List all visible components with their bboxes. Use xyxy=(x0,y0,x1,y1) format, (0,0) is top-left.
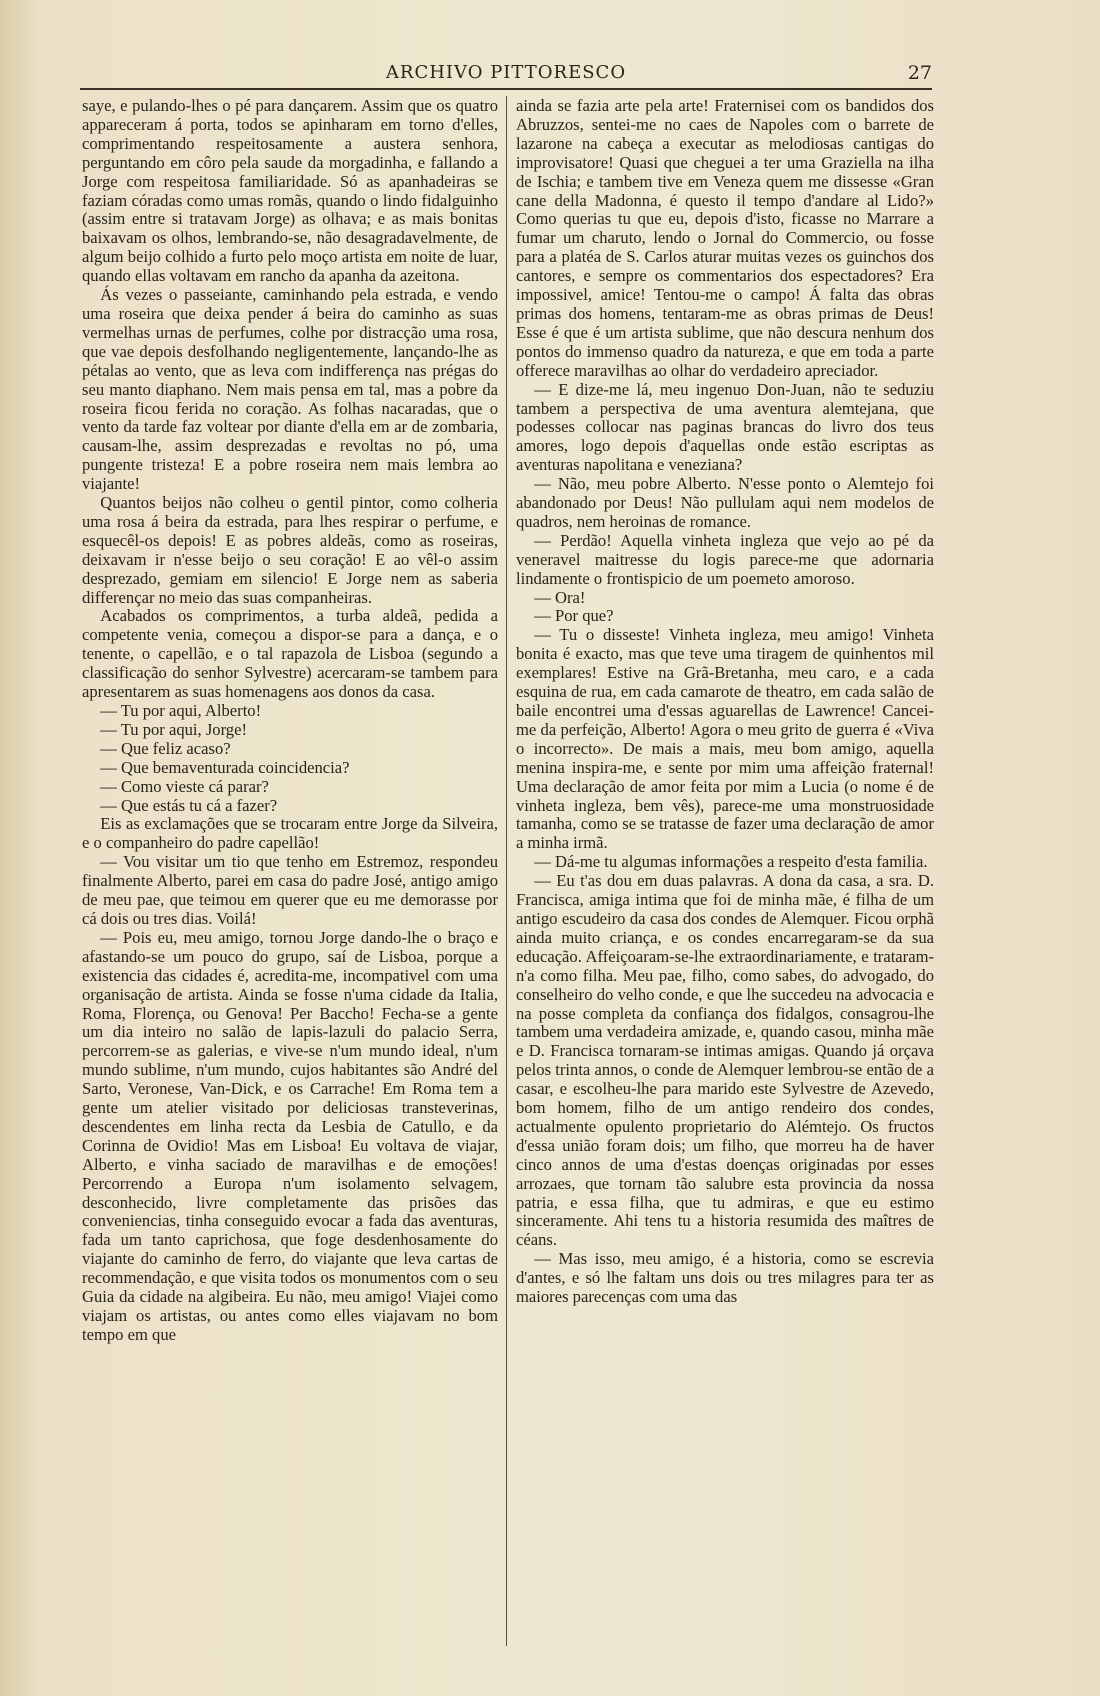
dialogue-line: — Ora! xyxy=(534,587,586,607)
running-title: ARCHIVO PITTORESCO xyxy=(385,62,627,83)
paragraph: — Tu o disseste! Vinheta ingleza, meu amigo! Vinheta bonita é exacto, mas que teve uma tiragem de quinhentos mil exemplares! Estive na Grã-Bretanha, meu caro, e a cada esquina de rua, em cada camarote de theatro, em cada salão de baile encontrei uma d'essas aguarellas de Lawrence! Cancei-me da perfeição, Alberto! Agora o meu grito de guerra é «Viva o incorrecto». De mais a mais, meu bom amigo, aquella menina inspira-me, e sente por mim uma affeição fraternal! Uma declaração de amor feita por mim a Lucia (o nome é de vinheta ingleza, bem vês), parece-me uma monstruosidade tamanha, como se se tratasse de fazer uma declaração de amor a minha irmã. xyxy=(516,625,934,853)
right-column xyxy=(516,97,934,1307)
paragraph: — E dize-me lá, meu ingenuo Don-Juan, não te seduziu tambem a perspectiva de uma aventura alemtejana, que podesses collocar nas paginas brancas do livro dos teus amores, logo depois d'aquellas onde estão escriptas as aventuras napolitana e veneziana? xyxy=(516,379,934,475)
paragraph: — Eu t'as dou em duas palavras. A dona da casa, a sra. D. Francisca, amiga intima que foi de minha mãe, é filha de um antigo escudeiro da casa dos condes de Alemquer. Ficou orphã ainda muito criança, e os condes encarregaram-se da sua educação. Affeiçoaram-se-lhe extraordinariamente, e trataram-n'a como filha. Meu pae, filho, como sabes, do advogado, do conselheiro do velho conde, e que lhe succedeu na advocacia e na posse completa da confiança dos fidalgos, consagrou-lhe tambem uma verdadeira amizade, e, quando casou, minha mãe e D. Francisca tornaram-se intimas amigas. Quando já orçava pelos trinta annos, o conde de Alemquer lembrou-se então de a casar, e escolheu-lhe para marido este Sylvestre de Azevedo, bom homem, filho de um antigo rendeiro dos condes, actualmente opulento proprietario do Alémtejo. Os fructos d'essa união foram dois; um filho, que morreu ha de haver cinco annos de uma d'estas doenças originadas por esses arrozaes, que tornam tão salubre esta provincia da nossa patria, e essa filha, que tu admiras, e que eu estimo sinceramente. Ahi tens tu a historia resumida des maîtres de céans. xyxy=(516,871,934,1250)
paragraph: Eis as exclamações que se trocaram entre Jorge da Silveira, e o companheiro do padre capellão! xyxy=(82,814,498,853)
paragraph: — Pois eu, meu amigo, tornou Jorge dando-lhe o braço e afastando-se um pouco do grupo, saí de Lisboa, porque a existencia das cidades é, acredita-me, incompativel com uma organisação de artista. Ainda se fosse n'uma cidade da Italia, Roma, Florença, ou Genova! Per Baccho! Fecha-se a gente um dia inteiro no salão de lapis-lazuli do palacio Serra, percorrem-se as galerias, e vive-se n'um mundo ideal, n'um mundo sublime, n'um mundo, cujos habitantes são André del Sarto, Veronese, Van-Dick, e os Carrache! Em Roma tem a gente um atelier visitado por deliciosas transteverinas, descendentes em linha recta da Lesbia de Catullo, e da Corinna de Ovidio! Mas em Lisboa! Eu voltava de viajar, Alberto, e vinha saciado de maravilhas e de emoções! Percorrendo a Europa n'um isolamento selvagem, desconhecido, livre completamente das prisões das conveniencias, tinha conseguido evocar a fada das aventuras, fada um tanto caprichosa, que foge desdenhosamente do viajante do caminho de ferro, do viajante que leva cartas de recommendação, e que visita todos os monumentos com o seu Guia da cidade na algibeira. Eu não, meu amigo! Viajei como viajam os artistas, ou antes como elles viajavam no bom tempo em que xyxy=(82,927,498,1344)
dialogue-line: — Que estás tu cá a fazer? xyxy=(100,795,278,815)
page-number: 27 xyxy=(907,62,932,84)
paragraph: Ás vezes o passeiante, caminhando pela estrada, e vendo uma roseira que deixa pender á beira do caminho as suas vermelhas urnas de perfumes, colhe por distracção uma rosa, que vae depois desfolhando negligentemente, lançando-lhe as pétalas ao vento, que as leva com indifferença nas prégas do seu manto diaphano. Nem mais pensa em tal, mas a pobre da roseira ficou ferida no coração. As folhas nacaradas, que o vento da tarde faz voltear por diante d'ella em ar de zombaria, causam-lhe, assim desprezadas e revoltas no pó, uma pungente tristeza! E a pobre roseira nem mais lembra ao viajante! xyxy=(82,285,498,494)
paragraph: — Perdão! Aquella vinheta ingleza que vejo ao pé da veneravel maitresse du logis parece-me que adornaria lindamente o frontispicio de um poemeto amoroso. xyxy=(516,530,934,588)
page-header xyxy=(80,62,932,88)
dialogue-line: — Que bemaventurada coincidencia? xyxy=(100,757,350,777)
paragraph: saye, e pulando-lhes o pé para dançarem. Assim que os quatro appareceram á porta, todos se apinharam em torno d'elles, comprimentando respeitosamente a austera senhora, perguntando em côro pela saude da morgadinha, e fallando a Jorge com respeitosa familiaridade. Só as apanhadeiras se faziam córadas como umas romãs, quando o lindo fidalguinho (assim entre si tratavam Jorge) as olhava; e as mais bonitas baixavam os olhos, lembrando-se, não desagradavelmente, de algum beijo colhido a furto pelo moço artista em noite de luar, quando ellas voltavam em rancho da apanha da azeitona. xyxy=(82,96,498,286)
left-column xyxy=(82,97,498,1345)
paragraph: Quantos beijos não colheu o gentil pintor, como colheria uma rosa á beira da estrada, para lhes respirar o perfume, e esquecêl-os depois! E as pobres aldeãs, como as roseiras, deixavam ir n'esse beijo o seu coração! E ao vêl-o assim desprezado, gemiam em silencio! E Jorge nem as saberia differençar no meio das suas companheiras. xyxy=(82,493,498,607)
column-divider xyxy=(506,96,507,1646)
paragraph: — Mas isso, meu amigo, é a historia, como se escrevia d'antes, e só lhe faltam uns dois ou tres milagres para ter as maiores parecenças com uma das xyxy=(516,1249,934,1307)
dialogue-line: — Por que? xyxy=(534,606,614,626)
dialogue-line: — Tu por aqui, Alberto! xyxy=(100,701,262,720)
dialogue-line: — Como vieste cá parar? xyxy=(100,776,269,796)
dialogue-line: — Tu por aqui, Jorge! xyxy=(100,719,247,739)
dialogue-line: — Que feliz acaso? xyxy=(100,738,231,758)
header-rule xyxy=(80,88,932,90)
paragraph: — Dá-me tu algumas informações a respeito d'esta familia. xyxy=(534,852,928,872)
paragraph: — Não, meu pobre Alberto. N'esse ponto o Alemtejo foi abandonado por Deus! Não pullulam aqui nem modelos de quadros, nem heroinas de romance. xyxy=(516,474,934,531)
paragraph: ainda se fazia arte pela arte! Fraternisei com os bandidos dos Abruzzos, sentei-me no caes de Napoles com o barrete de lazarone na cabeça a executar as melodiosas cantigas do improvisatore! Quasi que cheguei a ter uma Graziella na ilha de Ischia; e tambem tive em Veneza quem me dissesse «Gran cane della Madonna, é questo il tempo d'andare al Lido?» Como querias tu que eu, depois d'isto, ficasse no Marrare a fumar um charuto, lendo o Jornal do Commercio, ou fosse para a platéa de S. Carlos aturar muitas vezes os guinchos dos cantores, e sempre os commentarios dos espectadores? Era impossivel, amice! Tentou-me o campo! Á falta das obras primas dos homens, tentaram-me as obras primas de Deus! Esse é que é um artista sublime, que não descura nenhum dos pontos do immenso quadro da natureza, e que em toda a parte offerece maravilhas ao olhar do verdadeiro apreciador. xyxy=(516,96,934,380)
paragraph: — Vou visitar um tio que tenho em Estremoz, respondeu finalmente Alberto, parei em casa do padre José, antigo amigo de meu pae, que teimou em querer que eu me demorasse por cá dois ou tres dias. Voilá! xyxy=(82,852,498,928)
paragraph: Acabados os comprimentos, a turba aldeã, pedida a competente venia, começou a dispor-se para a dança, e o tenente, o capellão, e o tal rapazola de Lisboa (segundo a classificação do senhor Sylvestre) acercaram-se tambem para apresentarem as suas homenagens aos donos da casa. xyxy=(82,606,498,702)
